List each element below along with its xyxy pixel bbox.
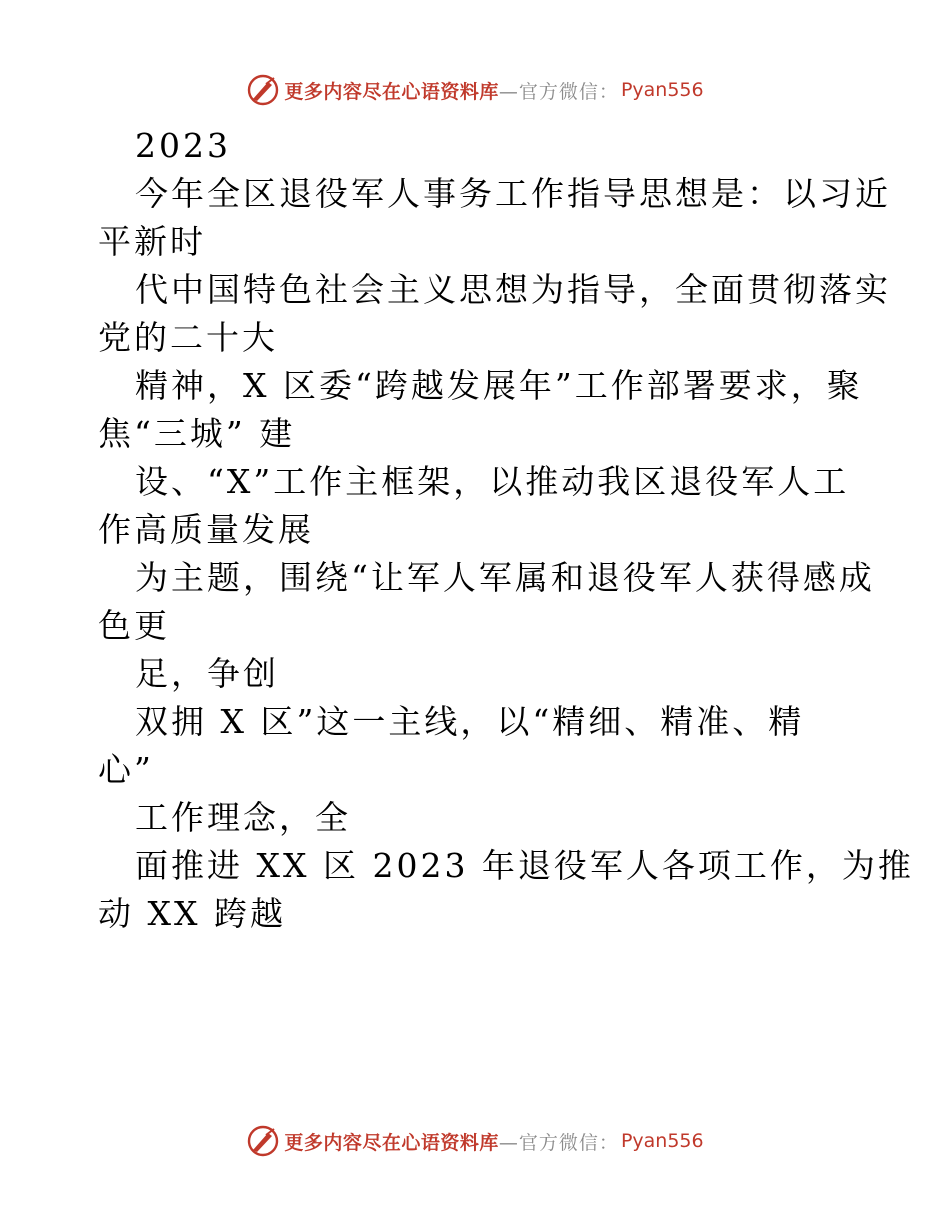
text-line: 工作理念，全 xyxy=(135,798,351,837)
text-line: 代中国特色社会主义思想为指导，全面贯彻落实 xyxy=(135,270,891,309)
text-line: 精神，X 区委“跨越发展年”工作部署要求，聚 xyxy=(135,366,863,405)
banner-brand-text: 更多内容尽在心语资料库 xyxy=(284,1131,499,1154)
text-line: 今年全区退役军人事务工作指导思想是：以习近 xyxy=(135,174,891,213)
header-watermark xyxy=(0,70,950,110)
banner-brand-text: 更多内容尽在心语资料库 xyxy=(284,80,499,103)
text-line: 作高质量发展 xyxy=(98,510,314,549)
quill-pen-icon xyxy=(246,73,280,107)
banner-wechat-id: Pyan556 xyxy=(620,1130,704,1152)
body-text xyxy=(98,122,914,938)
footer-watermark xyxy=(0,1121,950,1161)
text-line: 心” xyxy=(98,750,154,789)
text-line: 2023 xyxy=(135,126,231,165)
text-line: 设、“X”工作主框架，以推动我区退役军人工 xyxy=(135,462,850,501)
text-line: 党的二十大 xyxy=(98,318,278,357)
text-line: 面推进 XX 区 2023 年退役军人各项工作，为推 xyxy=(135,846,914,885)
text-line: 动 XX 跨越 xyxy=(98,894,286,933)
banner-official-text: —官方微信： xyxy=(498,1131,619,1154)
banner-official-text: —官方微信： xyxy=(498,80,619,103)
banner-wechat-id: Pyan556 xyxy=(620,79,704,101)
text-line: 为主题，围绕“让军人军属和退役军人获得感成 xyxy=(135,558,875,597)
quill-pen-icon xyxy=(246,1124,280,1158)
text-line: 色更 xyxy=(98,606,170,645)
text-line: 焦“三城” 建 xyxy=(98,414,296,453)
text-line: 足，争创 xyxy=(135,654,279,693)
text-line: 平新时 xyxy=(98,222,206,261)
text-line: 双拥 X 区”这一主线，以“精细、精准、精 xyxy=(135,702,805,741)
